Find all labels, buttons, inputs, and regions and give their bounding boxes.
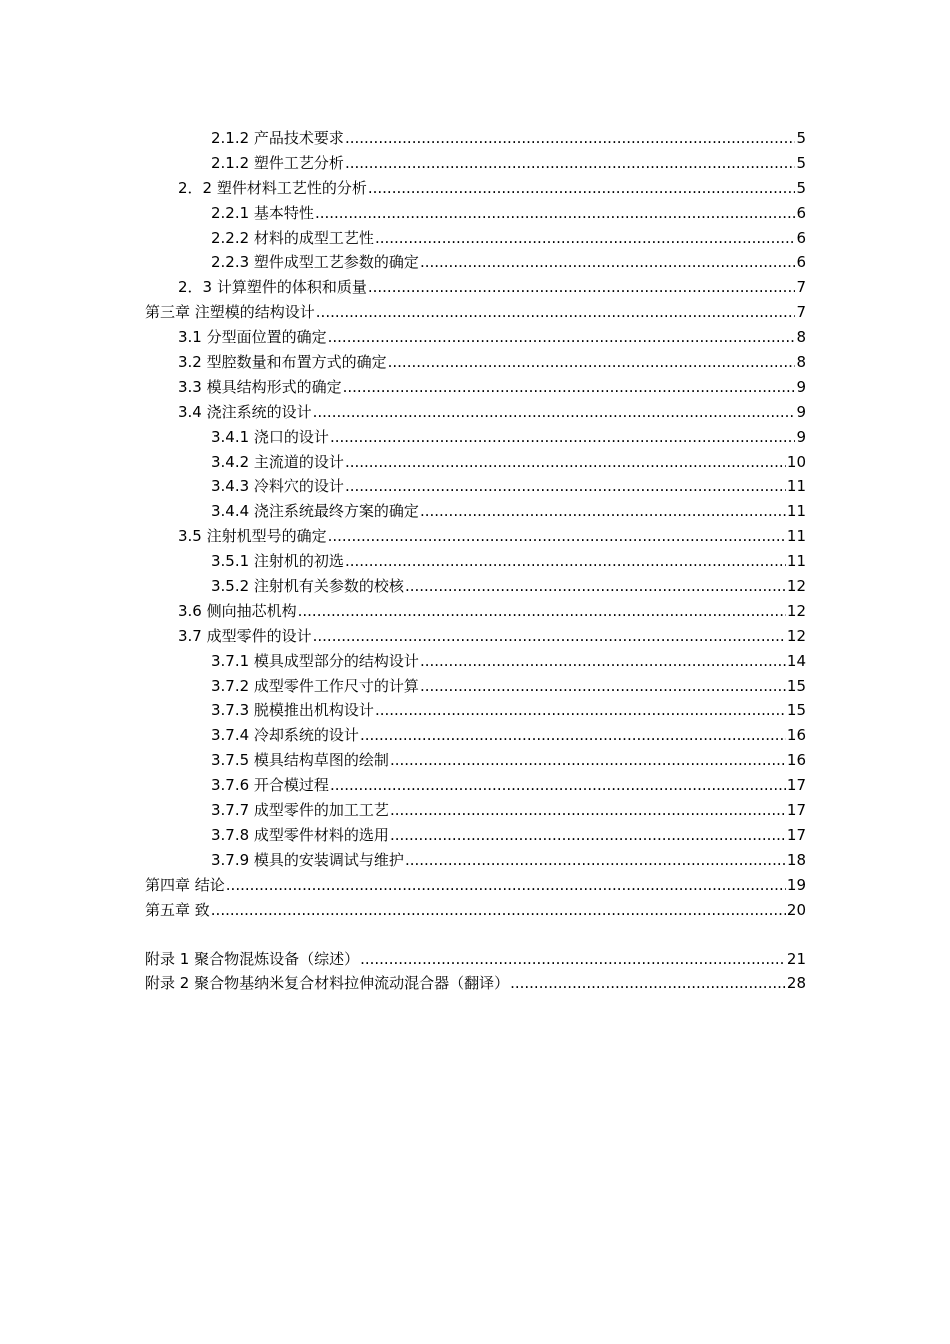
toc-dot-leader [368,176,796,201]
toc-dot-leader [315,201,796,226]
toc-entry-page-number: 6 [796,203,806,222]
toc-entry[interactable] [145,375,806,400]
toc-entry-title: 3.7.8 成型零件材料的选用 [211,825,389,844]
toc-entry[interactable] [145,823,806,848]
toc-entry[interactable] [145,549,806,574]
toc-entry[interactable] [145,649,806,674]
toc-entry-page-number: 5 [796,153,806,172]
toc-entry[interactable] [145,176,806,201]
toc-dot-leader [368,275,796,300]
toc-entry-page-number: 7 [796,278,806,297]
toc-entry[interactable] [145,126,806,151]
toc-entry-title: 2．3 计算塑件的体积和质量 [178,278,367,297]
toc-entry-title: 3.6 侧向抽芯机构 [178,601,297,620]
toc-dot-leader [345,126,796,151]
toc-entry[interactable] [145,325,806,350]
toc-entry-title: 第四章 结论 [145,875,225,894]
toc-entry-page-number: 16 [786,751,806,770]
toc-dot-leader [330,773,786,798]
toc-dot-leader [328,524,786,549]
toc-entry[interactable] [145,674,806,699]
toc-entry-title: 2.1.2 产品技术要求 [211,129,344,147]
toc-entry[interactable] [145,898,806,923]
toc-entry-page-number: 19 [786,875,806,894]
toc-entry-page-number: 14 [786,651,806,670]
toc-dot-leader [420,250,796,275]
toc-entry-title: 2.2.2 材料的成型工艺性 [211,228,374,247]
toc-dot-leader [345,549,786,574]
toc-entry-page-number: 11 [786,527,806,546]
toc-entry-title: 2．2 塑件材料工艺性的分析 [178,178,367,197]
toc-entry-page-number: 8 [796,328,806,347]
toc-dot-leader [313,400,796,425]
toc-entry-page-number: 20 [786,900,806,919]
toc-entry[interactable] [145,524,806,549]
toc-dot-leader [226,873,786,898]
toc-dot-leader [420,499,786,524]
toc-dot-leader [510,971,786,996]
toc-entry-page-number: 15 [786,676,806,695]
toc-entry-title: 3.4.3 冷料穴的设计 [211,477,344,496]
toc-entry-page-number: 28 [786,974,806,993]
toc-entry-page-number: 5 [796,178,806,197]
toc-entry[interactable] [145,151,806,176]
toc-entry-page-number: 11 [786,552,806,571]
toc-entry-page-number: 7 [796,303,806,322]
toc-entry-title: 2.1.2 塑件工艺分析 [211,153,344,172]
toc-entry-title: 3.5.2 注射机有关参数的校核 [211,577,404,596]
table-of-contents [145,126,806,996]
toc-entry-page-number: 11 [786,477,806,496]
toc-entry[interactable] [145,350,806,375]
toc-entry[interactable] [145,450,806,475]
toc-dot-leader [211,898,786,923]
toc-dot-leader [375,698,786,723]
toc-entry[interactable] [145,773,806,798]
toc-entry[interactable] [145,748,806,773]
toc-dot-leader [345,151,796,176]
toc-entry[interactable] [145,971,806,996]
toc-entry-title: 3.1 分型面位置的确定 [178,328,327,347]
toc-dot-leader [360,947,786,972]
toc-entry-title: 3.7.6 开合模过程 [211,776,329,795]
toc-dot-leader [316,300,796,325]
toc-entry-title: 3.2 型腔数量和布置方式的确定 [178,353,387,372]
toc-entry-page-number: 12 [786,577,806,596]
toc-entry-page-number: 16 [786,726,806,745]
toc-entry-title: 第三章 注塑模的结构设计 [145,303,315,322]
toc-entry[interactable] [145,599,806,624]
toc-dot-leader [360,723,786,748]
toc-entry-title: 3.7.5 模具结构草图的绘制 [211,751,389,770]
toc-entry-title: 第五章 致 [145,900,210,919]
toc-entry-page-number: 6 [796,253,806,272]
toc-dot-leader [420,674,786,699]
toc-entry[interactable] [145,474,806,499]
toc-entry[interactable] [145,848,806,873]
toc-entry-title: 3.3 模具结构形式的确定 [178,377,342,396]
toc-dot-leader [390,798,786,823]
toc-dot-leader [405,848,786,873]
toc-entry-title: 3.7.9 模具的安装调试与维护 [211,850,404,869]
toc-entry[interactable] [145,275,806,300]
toc-entry-page-number: 21 [786,949,806,968]
toc-entry-page-number: 18 [786,850,806,869]
toc-entry-title: 3.7.3 脱模推出机构设计 [211,701,374,720]
toc-entry[interactable] [145,873,806,898]
toc-entry[interactable] [145,499,806,524]
toc-entry-page-number: 8 [796,353,806,372]
toc-entry-title: 附录 1 聚合物混炼设备（综述） [145,949,360,968]
toc-entry-page-number: 15 [786,701,806,720]
toc-entry[interactable] [145,400,806,425]
toc-dot-leader [330,425,796,450]
toc-dot-leader [343,375,796,400]
toc-dot-leader [390,748,786,773]
toc-entry[interactable] [145,300,806,325]
toc-dot-leader [313,624,786,649]
toc-dot-leader [405,574,786,599]
toc-entry-title: 2.2.1 基本特性 [211,203,314,222]
toc-entry-title: 3.4.2 主流道的设计 [211,452,344,471]
toc-entry[interactable] [145,250,806,275]
toc-entry-title: 3.7.2 成型零件工作尺寸的计算 [211,676,419,695]
toc-entry-page-number: 9 [796,427,806,446]
toc-entry[interactable] [145,798,806,823]
toc-entry-title: 附录 2 聚合物基纳米复合材料拉伸流动混合器（翻译） [145,974,510,993]
toc-dot-leader [390,823,786,848]
toc-entry[interactable] [145,425,806,450]
toc-entry-page-number: 11 [786,502,806,521]
toc-dot-leader [375,226,796,251]
toc-entry-page-number: 6 [796,228,806,247]
toc-entry-page-number: 17 [786,801,806,820]
toc-entry[interactable] [145,574,806,599]
toc-entry-title: 3.5 注射机型号的确定 [178,527,327,546]
toc-entry-title: 3.7.7 成型零件的加工工艺 [211,801,389,820]
toc-entry-page-number: 9 [796,402,806,421]
toc-dot-leader [345,450,786,475]
toc-entry[interactable] [145,226,806,251]
toc-entry-page-number: 5 [796,129,806,147]
toc-entry-title: 3.7 成型零件的设计 [178,626,312,645]
toc-entry-title: 3.5.1 注射机的初选 [211,552,344,571]
toc-entry-title: 3.4 浇注系统的设计 [178,402,312,421]
toc-entry-page-number: 17 [786,776,806,795]
toc-entry-page-number: 9 [796,377,806,396]
toc-entry-page-number: 12 [786,626,806,645]
toc-entry-title: 3.7.4 冷却系统的设计 [211,726,359,745]
toc-entry-title: 3.7.1 模具成型部分的结构设计 [211,651,419,670]
toc-dot-leader [388,350,796,375]
toc-entry-page-number: 12 [786,601,806,620]
toc-dot-leader [328,325,796,350]
toc-entry[interactable] [145,723,806,748]
toc-entry[interactable] [145,947,806,972]
toc-entry[interactable] [145,201,806,226]
toc-dot-leader [420,649,786,674]
toc-entry-title: 2.2.3 塑件成型工艺参数的确定 [211,253,419,272]
toc-entry[interactable] [145,624,806,649]
toc-entry-title: 3.4.4 浇注系统最终方案的确定 [211,502,419,521]
toc-entry[interactable] [145,698,806,723]
toc-entry-page-number: 10 [786,452,806,471]
toc-dot-leader [298,599,786,624]
toc-entry-title: 3.4.1 浇口的设计 [211,427,329,446]
toc-entry-page-number: 17 [786,825,806,844]
toc-dot-leader [345,474,786,499]
